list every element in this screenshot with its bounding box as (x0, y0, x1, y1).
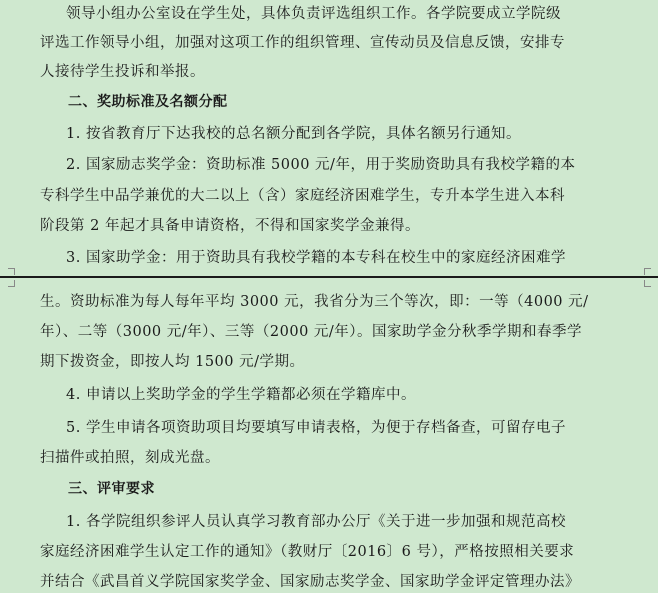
crop-mark (8, 280, 15, 287)
list-item: 4. 申请以上奖助学金的学生学籍都必须在学籍库中。 (66, 387, 416, 403)
paragraph-line: 并结合《武昌首义学院国家奖学金、国家励志奖学金、国家助学金评定管理办法》 (40, 574, 580, 590)
list-item: 3. 国家助学金：用于资助具有我校学籍的本专科在校生中的家庭经济困难学 (66, 250, 566, 266)
page-break-line (0, 276, 658, 278)
crop-mark (8, 268, 15, 275)
paragraph-line: 家庭经济困难学生认定工作的通知》（教财厅〔2016〕6 号），严格按照相关要求 (40, 544, 575, 560)
paragraph-line: 阶段第 2 年起才具备申请资格，不得和国家奖学金兼得。 (40, 218, 420, 234)
paragraph-line: 专科学生中品学兼优的大二以上（含）家庭经济困难学生，专升本学生进入本科 (40, 188, 565, 204)
paragraph-line: 领导小组办公室设在学生处，具体负责评选组织工作。各学院要成立学院级 (66, 6, 561, 22)
list-item: 5. 学生申请各项资助项目均要填写申请表格，为便于存档备查，可留存电子 (66, 420, 566, 436)
list-item: 1. 按省教育厅下达我校的总名额分配到各学院，具体名额另行通知。 (66, 126, 521, 142)
paragraph-line: 评选工作领导小组，加强对这项工作的组织管理、宣传动员及信息反馈，安排专 (40, 35, 565, 51)
section-heading: 二、奖助标准及名额分配 (68, 94, 228, 110)
section-heading: 三、评审要求 (68, 481, 155, 497)
list-item: 2. 国家励志奖学金：资助标准 5000 元/年，用于奖励资助具有我校学籍的本 (66, 157, 576, 173)
crop-mark (644, 268, 651, 275)
paragraph-line: 人接待学生投诉和举报。 (40, 64, 205, 80)
paragraph-line: 年）、二等（3000 元/年）、三等（2000 元/年）。国家助学金分秋季学期和春季学 (40, 324, 583, 340)
crop-mark (644, 280, 651, 287)
list-item: 1. 各学院组织参评人员认真学习教育部办公厅《关于进一步加强和规范高校 (66, 514, 566, 530)
paragraph-line: 扫描件或拍照，刻成光盘。 (40, 450, 220, 466)
paragraph-line: 生。资助标准为每人每年平均 3000 元，我省分为三个等次，即：一等（4000 元/ (40, 294, 589, 310)
paragraph-line: 期下拨资金，即按人均 1500 元/学期。 (40, 354, 305, 370)
